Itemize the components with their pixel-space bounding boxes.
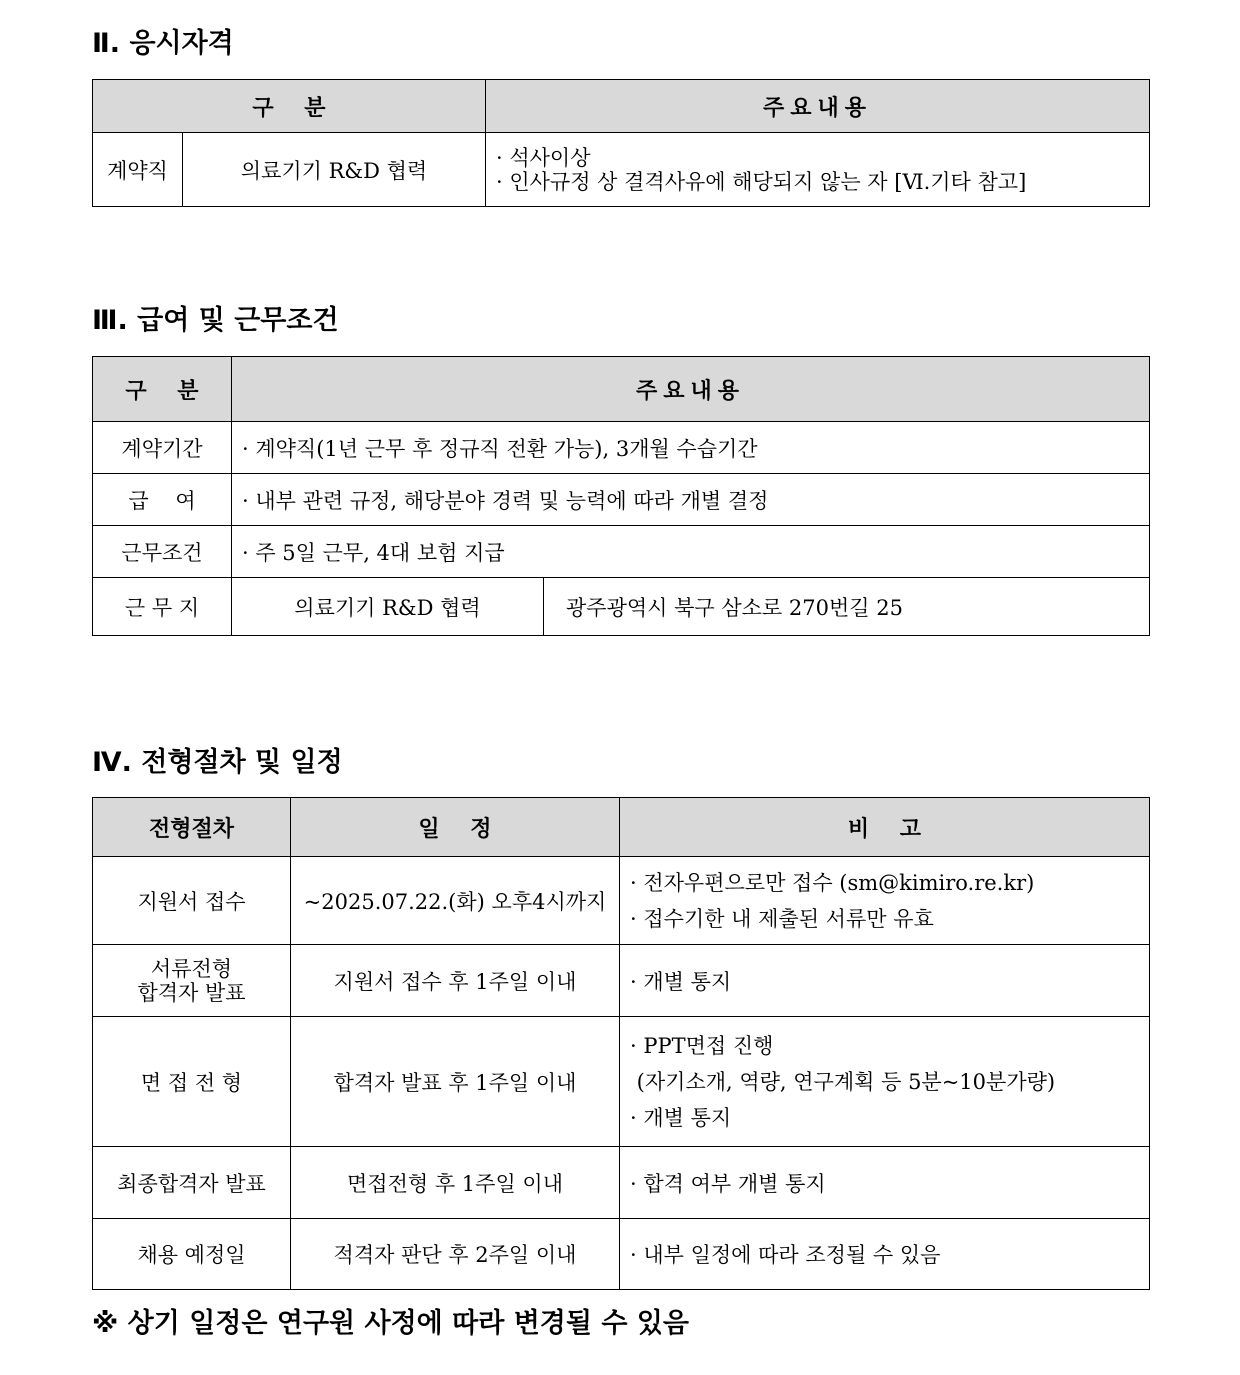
table-row bbox=[93, 422, 1150, 474]
step-notes bbox=[620, 1017, 1150, 1147]
header-schedule: 일 정 bbox=[291, 798, 620, 857]
list-item: · 전자우편으로만 접수 (sm@kimiro.re.kr) bbox=[630, 870, 1035, 895]
header-step: 전형절차 bbox=[93, 798, 291, 857]
step-name: 지원서 접수 bbox=[93, 857, 291, 945]
table-row bbox=[93, 1147, 1150, 1219]
table-row bbox=[93, 526, 1150, 578]
row-label: 근 무 지 bbox=[93, 578, 232, 636]
step-schedule: ~2025.07.22.(화) 오후4시까지 bbox=[291, 857, 620, 945]
list-item: · 개별 통지 bbox=[630, 1105, 732, 1130]
step-name: 최종합격자 발표 bbox=[93, 1147, 291, 1219]
header-content: 주요내용 bbox=[232, 357, 1150, 422]
list-item: · 합격 여부 개별 통지 bbox=[630, 1171, 826, 1196]
step-schedule: 적격자 판단 후 2주일 이내 bbox=[291, 1219, 620, 1290]
step-notes bbox=[620, 857, 1150, 945]
table-row bbox=[93, 578, 1150, 636]
work-address: 광주광역시 북구 삼소로 270번길 25 bbox=[544, 578, 1150, 636]
job-field: 의료기기 R&D 협력 bbox=[183, 133, 486, 207]
list-item: · 접수기한 내 제출된 서류만 유효 bbox=[630, 906, 934, 931]
salary-table bbox=[92, 356, 1150, 636]
header-category: 구 분 bbox=[93, 357, 232, 422]
step-notes bbox=[620, 945, 1150, 1017]
header-note: 비 고 bbox=[620, 798, 1150, 857]
header-category: 구 분 bbox=[93, 80, 486, 133]
list-item: · 내부 일정에 따라 조정될 수 있음 bbox=[630, 1243, 941, 1267]
step-notes bbox=[620, 1219, 1150, 1290]
list-item: · 석사이상 bbox=[496, 145, 591, 170]
step-schedule: 합격자 발표 후 1주일 이내 bbox=[291, 1017, 620, 1147]
row-label: 급 여 bbox=[93, 474, 232, 526]
section-title-schedule: Ⅳ. 전형절차 및 일정 bbox=[92, 747, 343, 778]
step-schedule: 지원서 접수 후 1주일 이내 bbox=[291, 945, 620, 1017]
step-name-line: 합격자 발표 bbox=[137, 980, 246, 1005]
list-item: · 인사규정 상 결격사유에 해당되지 않는 자 [Ⅵ.기타 참고] bbox=[496, 169, 1027, 194]
section-title-qualification: Ⅱ. 응시자격 bbox=[92, 28, 234, 59]
work-field: 의료기기 R&D 협력 bbox=[232, 578, 544, 636]
section-title-salary: Ⅲ. 급여 및 근무조건 bbox=[92, 305, 339, 336]
qualification-items bbox=[486, 133, 1150, 207]
step-name-line: 서류전형 bbox=[150, 956, 233, 981]
step-notes bbox=[620, 1147, 1150, 1219]
step-schedule: 면접전형 후 1주일 이내 bbox=[291, 1147, 620, 1219]
table-row bbox=[93, 133, 1150, 207]
row-content: · 계약직(1년 근무 후 정규직 전환 가능), 3개월 수습기간 bbox=[232, 422, 1150, 474]
list-item: · 개별 통지 bbox=[630, 969, 732, 994]
footer-note: ※ 상기 일정은 연구원 사정에 따라 변경될 수 있음 bbox=[92, 1308, 690, 1339]
table-row bbox=[93, 857, 1150, 945]
table-row bbox=[93, 1219, 1150, 1290]
row-content: · 내부 관련 규정, 해당분야 경력 및 능력에 따라 개별 결정 bbox=[232, 474, 1150, 526]
step-name bbox=[93, 945, 291, 1017]
row-content: · 주 5일 근무, 4대 보험 지급 bbox=[232, 526, 1150, 578]
table-row bbox=[93, 474, 1150, 526]
table-row bbox=[93, 1017, 1150, 1147]
schedule-table bbox=[92, 797, 1150, 1290]
step-name: 채용 예정일 bbox=[93, 1219, 291, 1290]
list-item: (자기소개, 역량, 연구계획 등 5분~10분가량) bbox=[630, 1069, 1056, 1094]
table-row bbox=[93, 945, 1150, 1017]
row-label: 근무조건 bbox=[93, 526, 232, 578]
employment-type: 계약직 bbox=[93, 133, 183, 207]
row-label: 계약기간 bbox=[93, 422, 232, 474]
header-content: 주요내용 bbox=[486, 80, 1150, 133]
step-name: 면 접 전 형 bbox=[93, 1017, 291, 1147]
list-item: · PPT면접 진행 bbox=[630, 1033, 774, 1058]
qualification-table bbox=[92, 79, 1150, 207]
